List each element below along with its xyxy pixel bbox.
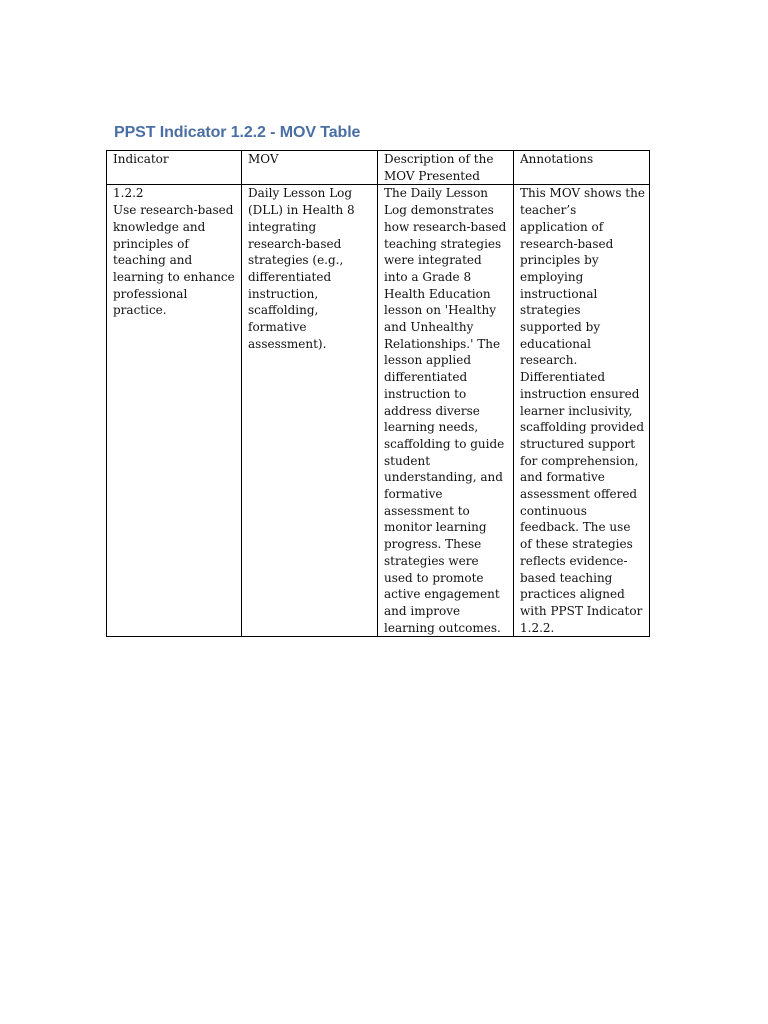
cell-indicator	[107, 185, 242, 637]
mov-table	[106, 150, 650, 637]
header-description: Description of the MOV Presented	[378, 151, 514, 185]
indicator-code: 1.2.2	[113, 186, 144, 201]
header-mov: MOV	[242, 151, 378, 185]
header-indicator: Indicator	[107, 151, 242, 185]
cell-description: The Daily Lesson Log demonstrates how research-based teaching strategies were integrated into a Grade 8 Health Education lesson on 'Healthy and Unhealthy Relationships.' The lesson applied differentiated instruction to address diverse learning needs, scaffolding to guide student understanding, and formative assessment to monitor learning progress. These strategies were used to promote active engagement and improve learning outcomes.	[378, 185, 514, 637]
table-header-row	[107, 151, 650, 185]
cell-annotations: This MOV shows the teacher’s application of research-based principles by employing instructional strategies supported by educational research. Differentiated instruction ensured learner inclusivity, scaffolding provided structured support for comprehension, and formative assessment offered continuous feedback. The use of these strategies reflects evidence-based teaching practices aligned with PPST Indicator 1.2.2.	[514, 185, 650, 637]
cell-mov: Daily Lesson Log (DLL) in Health 8 integrating research-based strategies (e.g., differentiated instruction, scaffolding, formative assessment).	[242, 185, 378, 637]
table-row	[107, 185, 650, 637]
header-annotations: Annotations	[514, 151, 650, 185]
document-title: PPST Indicator 1.2.2 - MOV Table	[114, 124, 361, 141]
indicator-text: Use research-based knowledge and principles of teaching and learning to enhance professional practice.	[113, 203, 235, 318]
